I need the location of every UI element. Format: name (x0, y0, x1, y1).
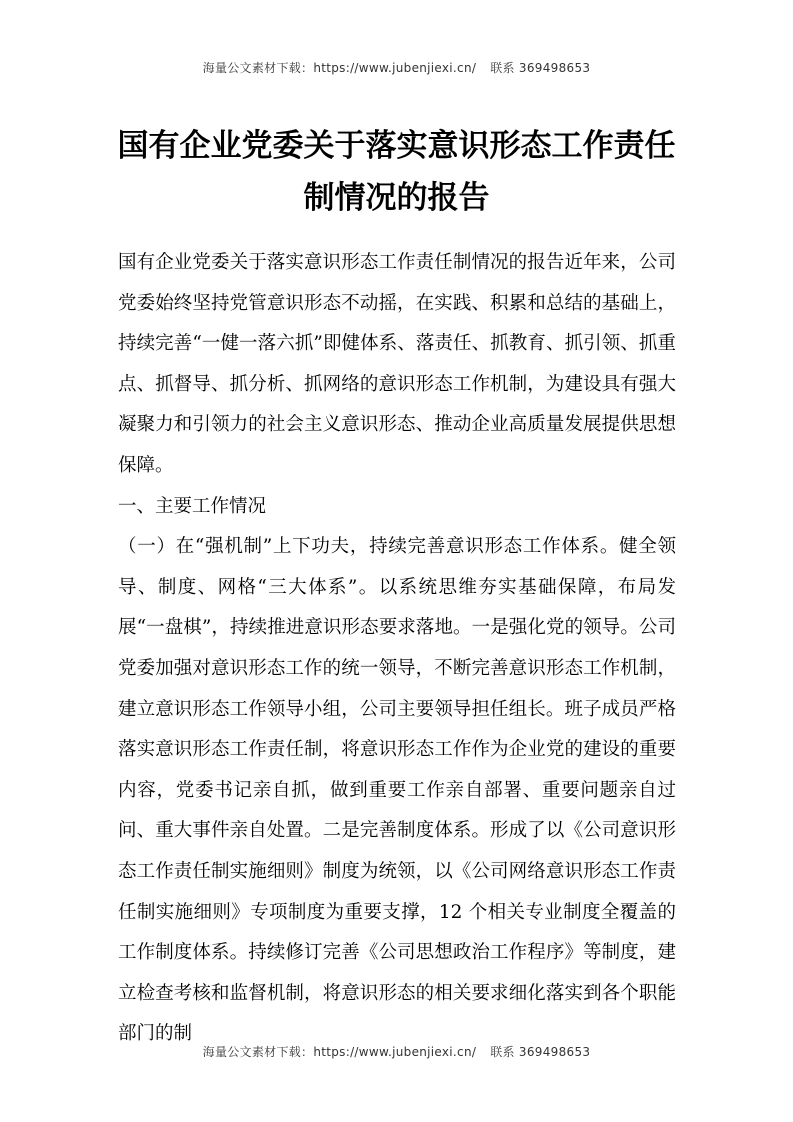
document-body (118, 243, 676, 1055)
paragraph-section1: （一）在“强机制”上下功夫，持续完善意识形态工作体系。健全领导、制度、网格“三大体系”。以系统思维夯实基础保障，布局发展“一盘棋”，持续推进意识形态要求落地。一是强化党的领导。公司党委加强对意识形态工作的统一领导，不断完善意识形态工作机制，建立意识形态工作领导小组，公司主要领导担任组长。班子成员严格落实意识形态工作责任制，将意识形态工作作为企业党的建设的重要内容，党委书记亲自抓，做到重要工作亲自部署、重要问题亲自过问、重大事件亲自处置。二是完善制度体系。形成了以《公司意识形态工作责任制实施细则》制度为统领，以《公司网络意识形态工作责任制实施细则》专项制度为重要支撑，12 个相关专业制度全覆盖的工作制度体系。持续修订完善《公司思想政治工作程序》等制度，建立检查考核和监督机制，将意识形态的相关要求细化落实到各个职能部门的制 (118, 536, 676, 1045)
header-watermark (0, 59, 793, 76)
watermark-contact: 联系 369498653 (490, 61, 591, 75)
footer-watermark (0, 1043, 793, 1060)
watermark-text: 海量公文素材下载：https://www.jubenjiexi.cn/ (202, 1045, 477, 1059)
title-line-1: 国有企业党委关于落实意识形态工作责任 (117, 128, 676, 164)
watermark-contact: 联系 369498653 (490, 1045, 591, 1059)
watermark-text: 海量公文素材下载：https://www.jubenjiexi.cn/ (202, 61, 477, 75)
paragraph-intro: 国有企业党委关于落实意识形态工作责任制情况的报告近年来，公司党委始终坚持党管意识形态不动摇，在实践、积累和总结的基础上，持续完善“一健一落六抓”即健体系、落责任、抓教育、抓引领、抓重点、抓督导、抓分析、抓网络的意识形态工作机制，为建设具有强大凝聚力和引领力的社会主义意识形态、推动企业高质量发展提供思想保障。 (118, 252, 676, 476)
title-line-2: 制情况的报告 (303, 180, 490, 216)
document-title (100, 120, 693, 224)
section-heading: 一、主要工作情况 (118, 495, 267, 517)
